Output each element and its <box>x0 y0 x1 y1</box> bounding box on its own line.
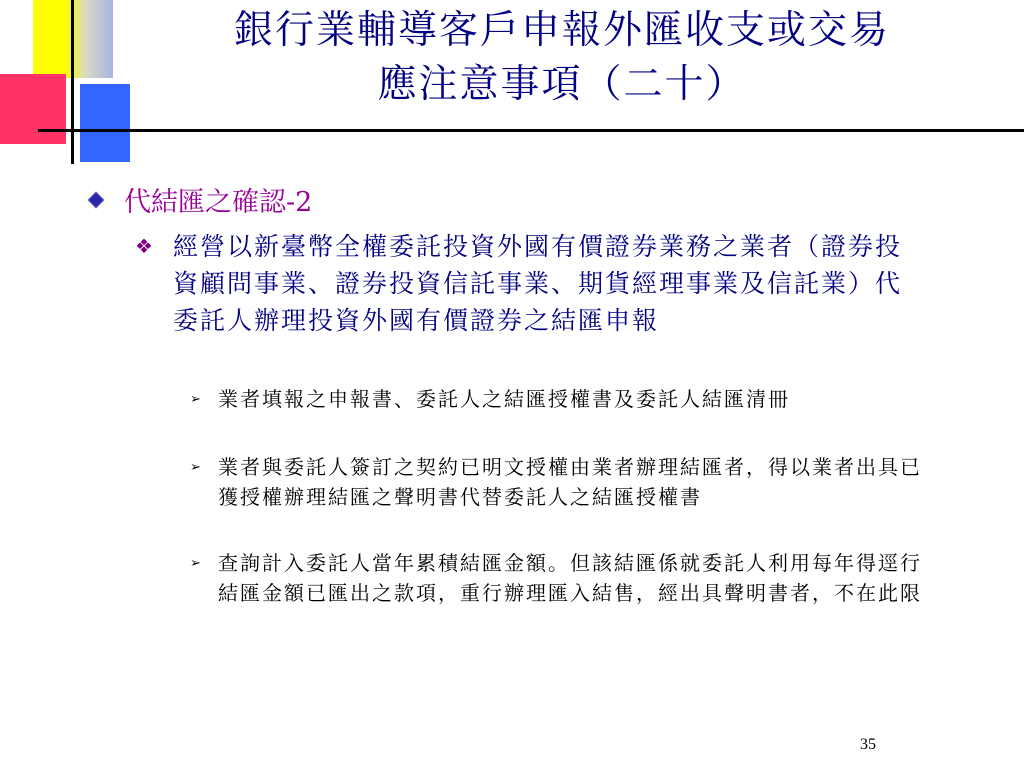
four-diamond-bullet-icon: ❖ <box>135 234 153 258</box>
arrow-bullet-icon: ➢ <box>190 392 201 407</box>
bullet-level3-item <box>190 384 940 414</box>
bullet-level1-text: 代結匯之確認-2 <box>124 187 313 218</box>
title-line-2: 應注意事項（二十） <box>377 62 747 107</box>
slide-title <box>112 4 1012 112</box>
bullet-level2 <box>135 228 925 339</box>
decor-vertical-line <box>71 0 74 164</box>
bullet-level3-item <box>190 548 940 608</box>
title-line-1: 銀行業輔導客戶申報外匯收支或交易 <box>233 8 890 53</box>
arrow-bullet-icon: ➢ <box>190 556 201 571</box>
decor-red-square <box>0 74 66 144</box>
bullet-level3-text: 查詢計入委託人當年累積結匯金額。但該結匯係就委託人利用每年得逕行結匯金額已匯出之款項，重行辦理匯入結售，經出具聲明書者，不在此限 <box>218 551 922 605</box>
arrow-bullet-icon: ➢ <box>190 460 201 475</box>
bullet-level2-text: 經營以新臺幣全權委託投資外國有價證券業務之業者（證券投資顧問事業、證券投資信託事業、期貨經理事業及信託業）代委託人辦理投資外國有價證券之結匯申報 <box>173 232 903 335</box>
bullet-level3-text: 業者與委託人簽訂之契約已明文授權由業者辦理結匯者，得以業者出具已獲授權辦理結匯之聲明書代替委託人之結匯授權書 <box>218 455 922 509</box>
bullet-level3-text: 業者填報之申報書、委託人之結匯授權書及委託人結匯清冊 <box>218 387 790 411</box>
bullet-level1 <box>88 180 312 219</box>
title-underline <box>38 129 1024 132</box>
diamond-bullet-icon <box>88 191 105 208</box>
bullet-level3-item <box>190 452 940 512</box>
slide-number: 35 <box>860 736 876 753</box>
